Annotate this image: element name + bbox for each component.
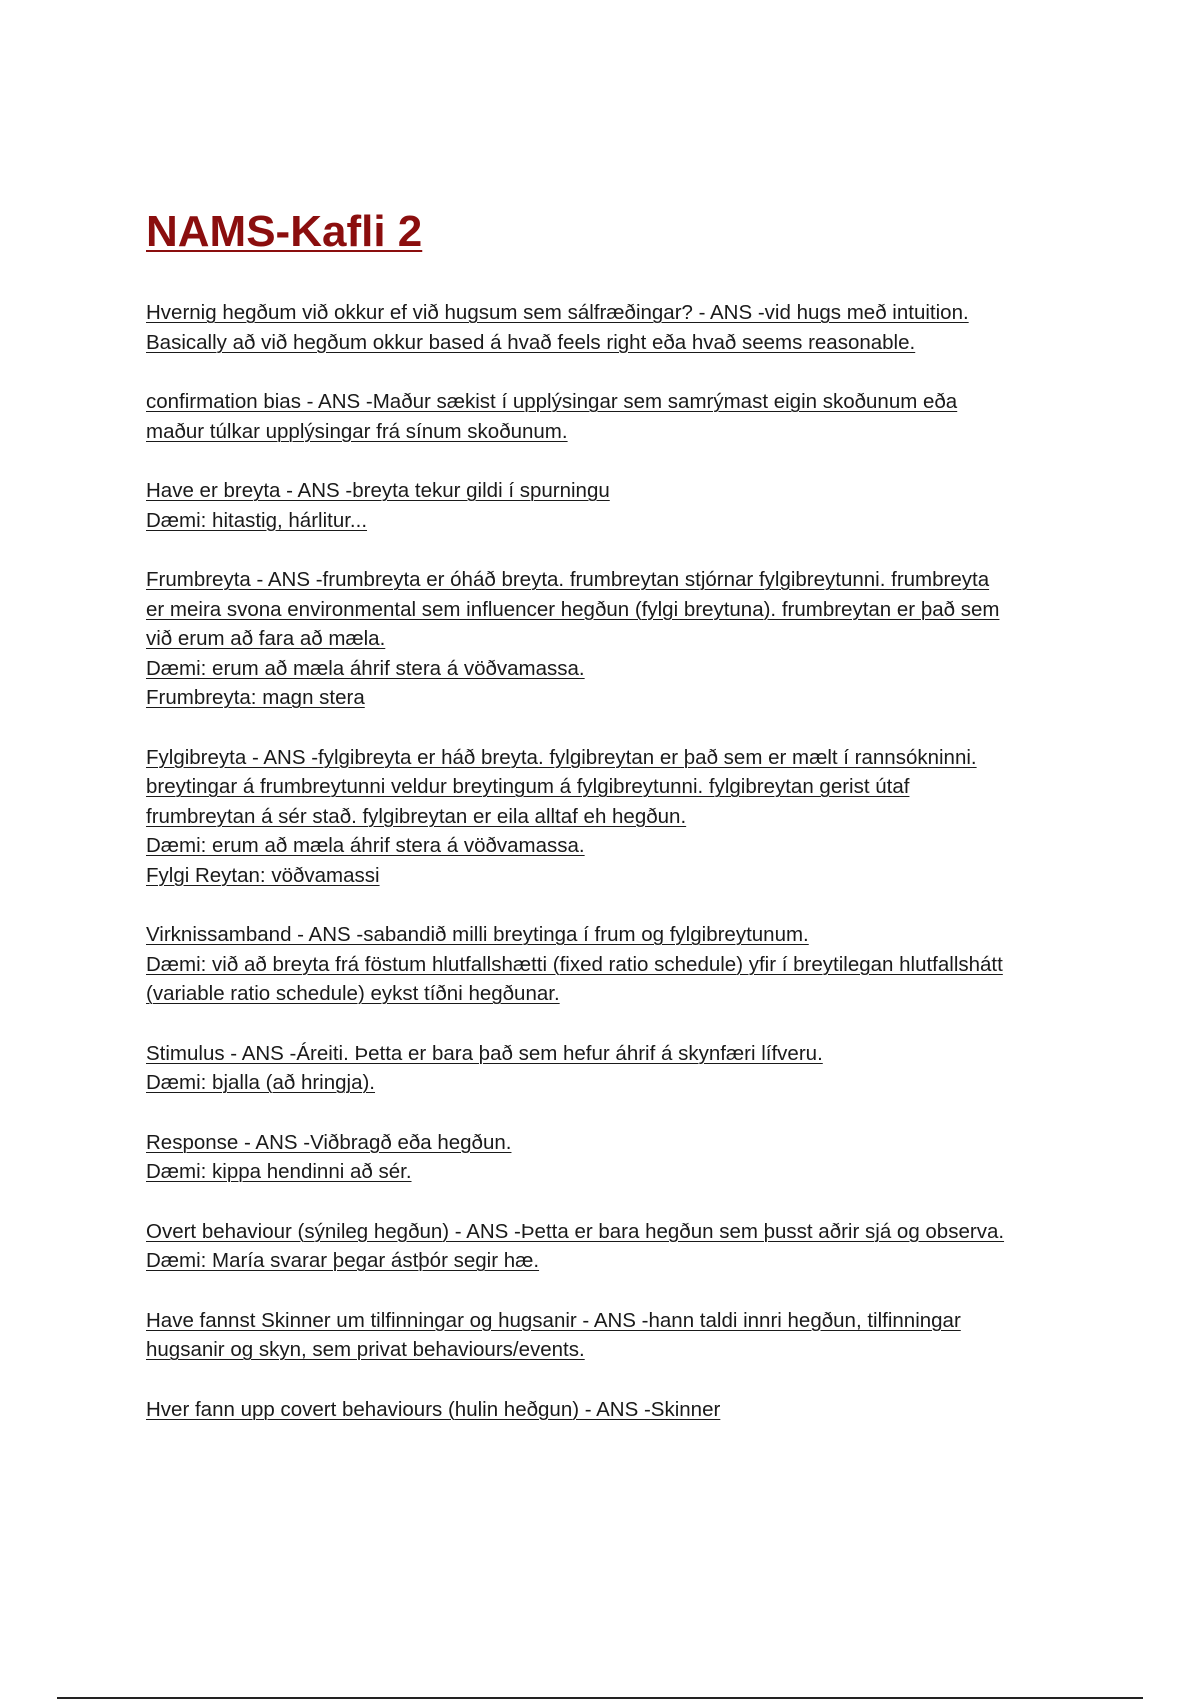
qa-entry: [146, 1395, 1086, 1425]
qa-line: Have fannst Skinner um tilfinningar og hugsanir - ANS -hann taldi innri hegðun, tilfinningar: [146, 1308, 961, 1332]
qa-line: við erum að fara að mæla.: [146, 627, 386, 650]
qa-entry: [146, 920, 1086, 1009]
qa-line: Fylgibreyta - ANS -fylgibreyta er háð breyta. fylgibreytan er það sem er mælt í rannsókninni.: [146, 745, 977, 769]
qa-line: Dæmi: hitastig, hárlitur...: [146, 508, 368, 532]
qa-line: confirmation bias - ANS -Maður sækist í upplýsingar sem samrýmast eigin skoðunum eða: [146, 390, 958, 413]
qa-entry: [146, 476, 1086, 535]
qa-entry: [146, 743, 1086, 891]
qa-entry: [146, 1039, 1086, 1098]
qa-entry: [146, 1217, 1086, 1276]
qa-line: Frumbreyta: magn stera: [146, 686, 365, 709]
qa-line: Virknissamband - ANS -sabandið milli breytinga í frum og fylgibreytunum.: [146, 923, 809, 946]
qa-line: Basically að við hegðum okkur based á hvað feels right eða hvað seems reasonable.: [146, 330, 916, 354]
qa-line: er meira svona environmental sem influencer hegðun (fylgi breytuna). frumbreytan er það sem: [146, 597, 1000, 621]
qa-line: Dæmi: erum að mæla áhrif stera á vöðvamassa.: [146, 656, 585, 680]
qa-entry: [146, 565, 1086, 713]
qa-line: Fylgi Reytan: vöðvamassi: [146, 863, 380, 887]
qa-entry: [146, 1128, 1086, 1187]
qa-entry: [146, 298, 1086, 357]
qa-line: Frumbreyta - ANS -frumbreyta er óháð breyta. frumbreytan stjórnar fylgibreytunni. frumbreyta: [146, 568, 990, 591]
qa-line: Hver fann upp covert behaviours (hulin heðgun) - ANS -Skinner: [146, 1397, 721, 1421]
qa-line: Dæmi: kippa hendinni að sér.: [146, 1160, 412, 1183]
qa-line: Stimulus - ANS -Áreiti. Þetta er bara það sem hefur áhrif á skynfæri lífveru.: [146, 1041, 823, 1065]
qa-line: Overt behaviour (sýnileg hegðun) - ANS -Þetta er bara hegðun sem þusst aðrir sjá og observa.: [146, 1219, 1005, 1243]
qa-line: Response - ANS -Viðbragð eða hegðun.: [146, 1130, 512, 1154]
qa-line: frumbreytan á sér stað. fylgibreytan er eila alltaf eh hegðun.: [146, 804, 687, 828]
document-title: NAMS-Kafli 2: [146, 207, 423, 256]
qa-line: maður túlkar upplýsingar frá sínum skoðunum.: [146, 419, 568, 443]
qa-line: Dæmi: við að breyta frá föstum hlutfallshætti (fixed ratio schedule) yfir í breytilegan hlutfallshátt: [146, 952, 1003, 976]
qa-line: breytingar á frumbreytunni veldur breytingum á fylgibreytunni. fylgibreytan gerist útaf: [146, 775, 910, 798]
qa-entry: [146, 1306, 1086, 1365]
qa-line: Hvernig hegðum við okkur ef við hugsum sem sálfræðingar? - ANS -vid hugs með intuition.: [146, 301, 969, 324]
qa-entries: [146, 298, 1086, 1454]
qa-line: (variable ratio schedule) eykst tíðni hegðunar.: [146, 982, 560, 1005]
qa-line: Dæmi: erum að mæla áhrif stera á vöðvamassa.: [146, 834, 585, 857]
footer-rule: [57, 1697, 1143, 1699]
qa-line: Have er breyta - ANS -breyta tekur gildi í spurningu: [146, 479, 610, 502]
qa-entry: [146, 387, 1086, 446]
qa-line: Dæmi: bjalla (að hringja).: [146, 1071, 376, 1094]
qa-line: hugsanir og skyn, sem privat behaviours/events.: [146, 1338, 585, 1361]
qa-line: Dæmi: María svarar þegar ástþór segir hæ.: [146, 1249, 540, 1272]
